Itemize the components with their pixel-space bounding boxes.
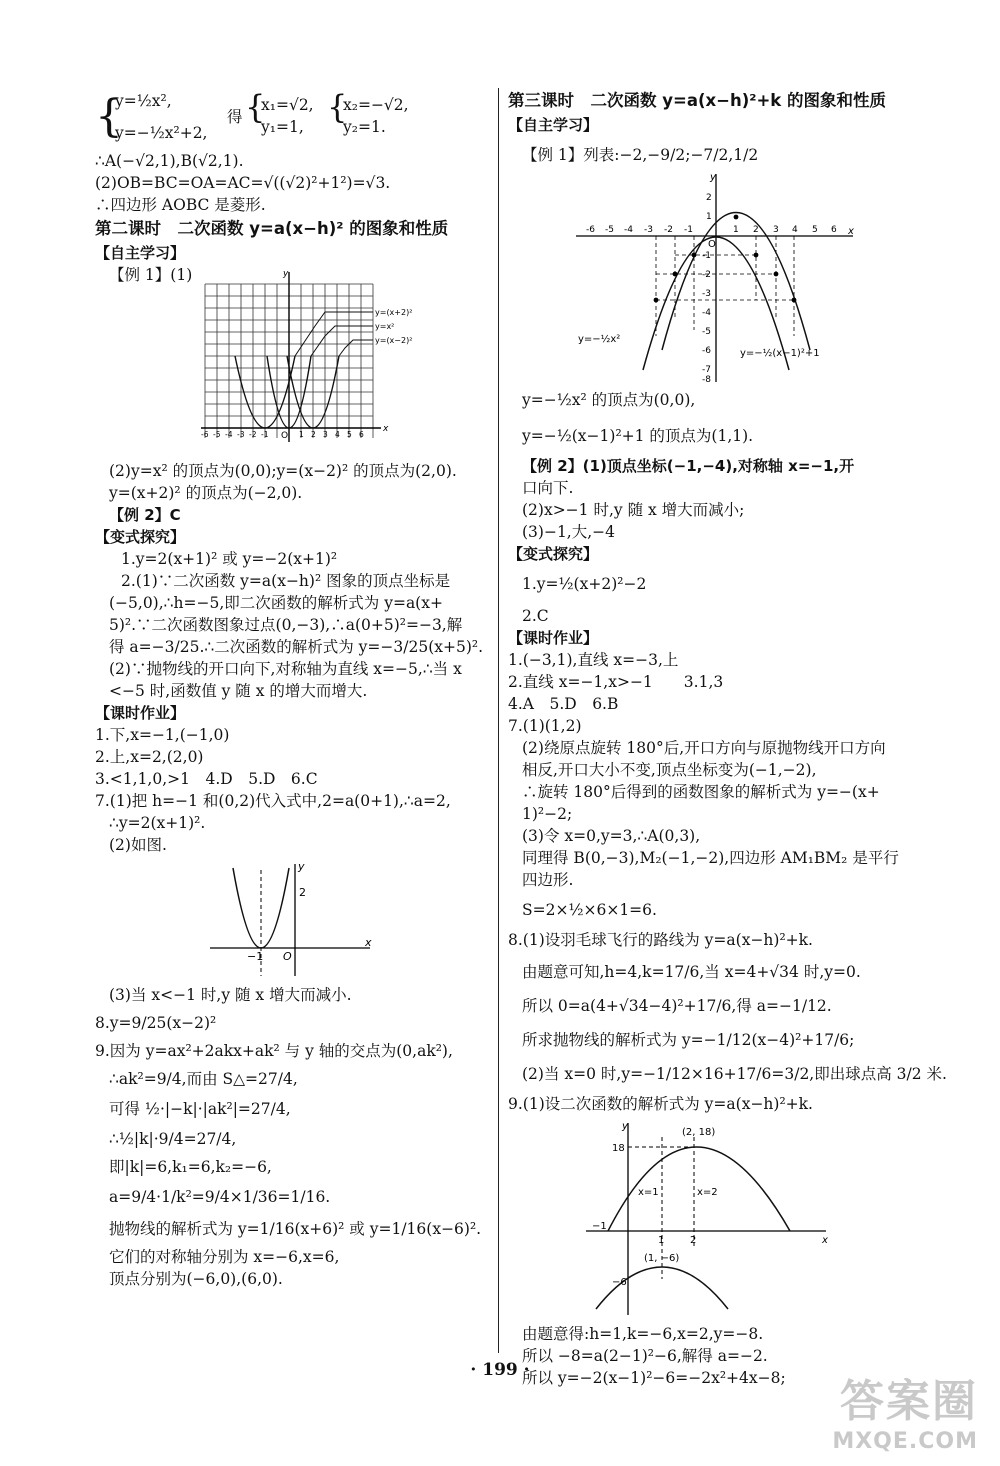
answer-line: 7.(1)把 h=−1 和(0,2)代入式中,2=a(0+1),∴a=2,: [95, 792, 451, 810]
y-axis-label: y: [283, 269, 289, 279]
example-2-label: 【例 2】(1)顶点坐标(−1,−4),对称轴 x=−1,开: [522, 457, 855, 475]
answer-line: 所以 −8=a(2−1)²−6,解得 a=−2.: [522, 1347, 768, 1365]
answer-line: 同理得 B(0,−3),M₂(−1,−2),四边形 AM₁BM₂ 是平行: [522, 849, 899, 867]
column-divider: [498, 88, 499, 1353]
curve-label: y=−½x²: [578, 334, 621, 345]
lesson-2-title: 第二课时 二次函数 y=a(x−h)² 的图象和性质: [95, 219, 449, 238]
tick-label: 2: [753, 225, 759, 235]
eq-2: y=−½x²+2,: [115, 124, 208, 142]
answer-line: 由题意得:h=1,k=−6,x=2,y=−8.: [522, 1325, 764, 1343]
watermark-site: MXQE.COM: [832, 1429, 978, 1454]
answer-line: 顶点分别为(−6,0),(6,0).: [109, 1270, 283, 1288]
tick-label: -3: [237, 430, 245, 439]
answer-line: 9.(1)设二次函数的解析式为 y=a(x−h)²+k.: [508, 1095, 813, 1113]
tick-label: -2: [249, 430, 257, 439]
tick-label: 4: [792, 225, 798, 235]
answer-line: 3.<1,1,0,>1 4.D 5.D 6.C: [95, 770, 318, 788]
tick-label: -8: [702, 375, 711, 385]
origin-label: O: [281, 431, 289, 441]
answer-line: 可得 ½·|−k|·|ak²|=27/4,: [109, 1100, 291, 1118]
answer-line: 得 a=−3/25.∴二次函数的解析式为 y=−3/25(x+5)².: [109, 638, 484, 656]
answer-line: 所求抛物线的解析式为 y=−1/12(x−4)²+17/6;: [522, 1031, 855, 1049]
equation-system: { y=½x², y=−½x²+2, 得 { x₁=√2, y₁=1, { x₂=−√2, y₂=1.: [95, 88, 409, 142]
tick-label: 2: [311, 430, 316, 439]
tick-label: −1: [592, 1221, 607, 1232]
legend-label: y=x²: [375, 322, 395, 331]
tick-label: 2: [690, 1235, 697, 1246]
answer-line: 1.y=2(x+1)² 或 y=−2(x+1)²: [121, 550, 338, 568]
answer-line: 2.(1)∵二次函数 y=a(x−h)² 图象的顶点坐标是: [121, 572, 451, 590]
tick-label: -2: [664, 225, 673, 235]
answer-line: <−5 时,函数值 y 随 x 的增大而增大.: [109, 682, 368, 700]
root-1-x: x₁=√2,: [261, 96, 314, 114]
x-axis-label: x: [822, 1235, 828, 1246]
root-2-x: x₂=−√2,: [343, 96, 409, 114]
section-self-study: 【自主学习】: [508, 116, 599, 134]
x-axis-label: x: [383, 424, 389, 434]
answer-line: ∴A(−√2,1),B(√2,1).: [95, 152, 244, 170]
answer-line: 四边形.: [522, 871, 574, 889]
legend-label: y=(x−2)²: [375, 336, 413, 345]
tick-label: 6: [831, 225, 837, 235]
answer-line: 7.(1)(1,2): [508, 717, 582, 735]
tick-label: -4: [624, 225, 633, 235]
answer-line: 所以 y=−2(x−1)²−6=−2x²+4x−8;: [522, 1369, 786, 1387]
answer-line: 1.下,x=−1,(−1,0): [95, 726, 230, 744]
tick-label: 1: [733, 225, 739, 235]
tick-label: -6: [201, 430, 209, 439]
tick-label: 1: [706, 212, 712, 222]
answer-line: 抛物线的解析式为 y=1/16(x+6)² 或 y=1/16(x−6)².: [109, 1220, 482, 1238]
tick-label: −6: [612, 1277, 627, 1288]
answer-line: 所以 0=a(4+√34−4)²+17/6,得 a=−1/12.: [522, 997, 832, 1015]
y-axis-label: y: [298, 860, 305, 873]
watermark: [832, 1365, 978, 1454]
curve-label: y=−½(x−1)²+1: [740, 348, 820, 359]
answer-line: S=2×½×6×1=6.: [522, 901, 657, 919]
tick-label: 3: [773, 225, 779, 235]
tick-label: -4: [225, 430, 233, 439]
tick-label: 3: [323, 430, 328, 439]
answer-line: (2)x>−1 时,y 随 x 增大而减小;: [522, 501, 745, 519]
tick-label: -3: [702, 289, 711, 299]
answer-line: 1.y=½(x+2)²−2: [522, 575, 647, 593]
tick-label: 1: [299, 430, 304, 439]
vertex-label: (1, −6): [644, 1253, 680, 1264]
section-homework: 【课时作业】: [95, 704, 186, 722]
section-self-study: 【自主学习】: [95, 244, 186, 262]
x-axis-label: x: [365, 936, 372, 949]
answer-line: ∴旋转 180°后得到的函数图象的解析式为 y=−(x+: [522, 783, 880, 801]
tick-label: -6: [702, 346, 711, 356]
line-label: x=1: [638, 1187, 659, 1198]
root-2-y: y₂=1.: [343, 118, 386, 136]
example-2-label: 【例 2】C: [109, 506, 181, 524]
tick-label: 4: [335, 430, 340, 439]
root-1-y: y₁=1,: [261, 118, 304, 136]
answer-line: 8.y=9/25(x−2)²: [95, 1014, 217, 1032]
eq-1: y=½x²,: [115, 92, 172, 110]
x-axis-label: x: [848, 226, 854, 237]
answer-line: 相反,开口大小不变,顶点坐标变为(−1,−2),: [522, 761, 817, 779]
tick-label: 6: [359, 430, 364, 439]
vertex-label: (2, 18): [682, 1127, 716, 1138]
get-label: 得: [227, 108, 243, 126]
quadratic-figure: [576, 1119, 836, 1319]
tick-label: -5: [605, 225, 614, 235]
answer-line: ∴四边形 AOBC 是菱形.: [95, 196, 266, 214]
answer-line: (3)−1,大,−4: [522, 523, 616, 541]
origin-label: O: [708, 239, 716, 250]
answer-line: 4.A 5.D 6.B: [508, 695, 619, 713]
two-parabolas-figure: [568, 170, 858, 385]
tick-label: -3: [644, 225, 653, 235]
answer-line: (2)OB=BC=OA=AC=√((√2)²+1²)=√3.: [95, 174, 391, 192]
section-homework: 【课时作业】: [508, 629, 599, 647]
tick-label: -5: [213, 430, 221, 439]
lesson-3-title: 第三课时 二次函数 y=a(x−h)²+k 的图象和性质: [508, 91, 887, 110]
answer-line: y=(x+2)² 的顶点为(−2,0).: [109, 484, 303, 502]
answer-line: 8.(1)设羽毛球飞行的路线为 y=a(x−h)²+k.: [508, 931, 813, 949]
tick-label: -1: [684, 225, 693, 235]
tick-label: -7: [702, 365, 711, 375]
y-axis-label: y: [622, 1121, 628, 1132]
answer-line: y=−½x² 的顶点为(0,0),: [522, 391, 696, 409]
answer-line: 1)²−2;: [522, 805, 573, 823]
answer-line: 即|k|=6,k₁=6,k₂=−6,: [109, 1158, 272, 1176]
answer-line: ∴y=2(x+1)².: [109, 814, 206, 832]
tick-label: 18: [612, 1143, 625, 1154]
brace: {: [95, 91, 123, 142]
tick-label: -6: [586, 225, 595, 235]
answer-line: 5)².∵二次函数图象过点(0,−3),∴a(0+5)²=−3,解: [109, 616, 463, 634]
section-variant: 【变式探究】: [95, 528, 186, 546]
answer-line: 由题意可知,h=4,k=17/6,当 x=4+√34 时,y=0.: [522, 963, 861, 981]
answer-line: a=9/4·1/k²=9/4×1/36=1/16.: [109, 1188, 331, 1206]
tick-label: -1: [702, 251, 711, 261]
example-1-label: 【例 1】(1): [109, 266, 193, 284]
answer-line: 9.因为 y=ax²+2akx+ak² 与 y 轴的交点为(0,ak²),: [95, 1042, 453, 1060]
answer-line: 它们的对称轴分别为 x=−6,x=6,: [109, 1248, 340, 1266]
tick-label: -4: [702, 308, 711, 318]
answer-line: y=−½(x−1)²+1 的顶点为(1,1).: [522, 427, 754, 445]
answer-line: (3)当 x<−1 时,y 随 x 增大而减小.: [109, 986, 352, 1004]
answer-line: ∴½|k|·9/4=27/4,: [109, 1130, 237, 1148]
origin-label: O: [283, 950, 292, 963]
answer-line: ∴ak²=9/4,而由 S△=27/4,: [109, 1070, 298, 1088]
tick-label: -5: [702, 327, 711, 337]
answer-line: (2)∵抛物线的开口向下,对称轴为直线 x=−5,∴当 x: [109, 660, 462, 678]
tick-label: −1: [247, 950, 264, 963]
answer-line: (2)y=x² 的顶点为(0,0);y=(x−2)² 的顶点为(2,0).: [109, 462, 457, 480]
section-variant: 【变式探究】: [508, 545, 599, 563]
example-1-label: 【例 1】列表:−2,−9/2;−7/2,1/2: [522, 146, 759, 164]
watermark-text: 答案圈: [840, 1376, 978, 1427]
answer-line: (−5,0),∴h=−5,即二次函数的解析式为 y=a(x+: [109, 594, 443, 612]
answer-line: (2)绕原点旋转 180°后,开口方向与原抛物线开口方向: [522, 739, 886, 757]
tick-label: -2: [702, 270, 711, 280]
line-label: x=2: [697, 1187, 718, 1198]
legend-label: y=(x+2)²: [375, 308, 413, 317]
tick-label: 2: [706, 193, 712, 203]
answer-line: 1.(−3,1),直线 x=−3,上: [508, 651, 679, 669]
page-number: · 199 ·: [470, 1360, 530, 1380]
answer-line: 2.C: [522, 607, 549, 625]
answer-line: 口向下.: [522, 479, 574, 497]
right-column: [508, 88, 947, 1389]
tick-label: -1: [261, 430, 269, 439]
answer-line: (3)令 x=0,y=3,∴A(0,3),: [522, 827, 701, 845]
left-column: [95, 88, 490, 1290]
parabola-2-figure: [205, 860, 375, 980]
answer-line: 2.直线 x=−1,x>−1 3.1,3: [508, 673, 724, 691]
tick-label: 5: [812, 225, 818, 235]
tick-label: 5: [347, 430, 352, 439]
y-axis-label: y: [710, 172, 716, 183]
answer-line: (2)如图.: [109, 836, 167, 854]
tick-label: 2: [299, 886, 306, 899]
answer-line: (2)当 x=0 时,y=−1/12×16+17/6=3/2,即出球点高 3/2 米.: [522, 1065, 947, 1083]
answer-line: 2.上,x=2,(2,0): [95, 748, 204, 766]
tick-label: 1: [658, 1235, 665, 1246]
grid-parabolas-figure: [195, 266, 413, 456]
